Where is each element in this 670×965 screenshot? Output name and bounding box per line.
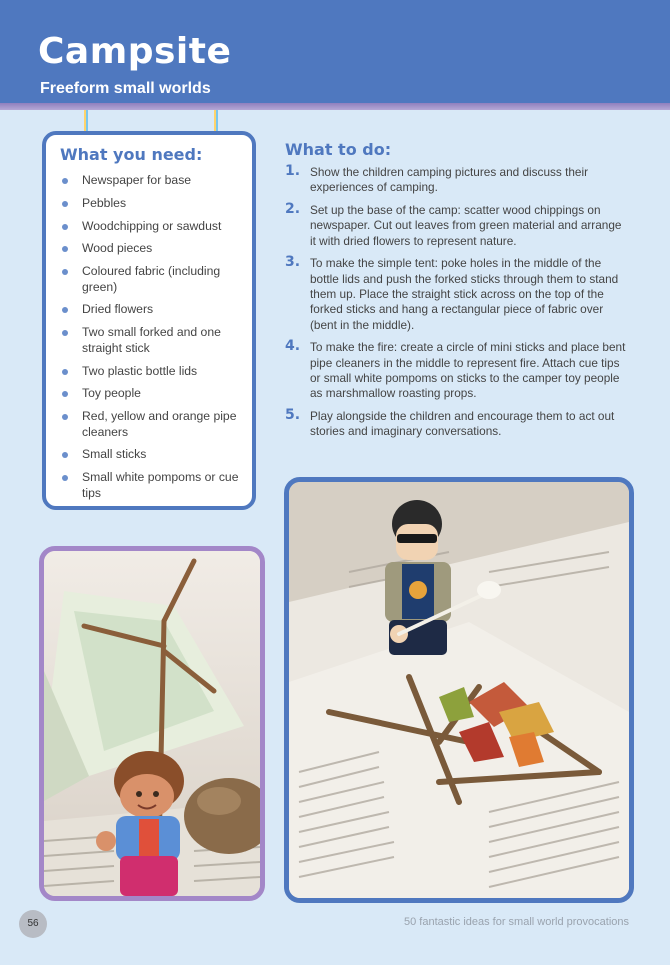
step-item — [285, 203, 630, 249]
page-subtitle: Freeform small worlds — [40, 80, 211, 97]
campfire-photo-illustration — [289, 482, 629, 898]
list-item-text: Red, yellow and orange pipe cleaners — [82, 409, 237, 439]
step-item — [285, 340, 630, 401]
step-number: 2. — [285, 201, 301, 218]
list-item — [60, 241, 250, 257]
bullet-icon — [62, 452, 68, 458]
step-text: Play alongside the children and encourage them to act out stories and imaginary conversations. — [310, 409, 615, 439]
bullet-icon — [62, 178, 68, 184]
list-item — [60, 386, 250, 402]
what-to-do-heading: What to do: — [285, 140, 392, 159]
step-number: 1. — [285, 163, 301, 179]
list-item-text: Small white pompoms or cue tips — [82, 470, 239, 500]
bullet-icon — [62, 307, 68, 313]
list-item — [60, 447, 250, 463]
list-item-text: Coloured fabric (including green) — [82, 264, 221, 294]
page-number: 56 — [19, 910, 47, 938]
step-number: 5. — [285, 407, 301, 424]
list-item-text: Two small forked and one straight stick — [82, 325, 221, 355]
book-title-footer: 50 fantastic ideas for small world provocations — [404, 916, 629, 928]
bullet-icon — [62, 330, 68, 336]
page-title: Campsite — [38, 31, 232, 72]
campfire-photo — [284, 477, 634, 903]
step-item — [285, 165, 630, 196]
list-item — [60, 219, 250, 235]
list-item — [60, 264, 250, 295]
list-item — [60, 302, 250, 318]
list-item — [60, 364, 250, 380]
tent-photo-illustration — [44, 551, 260, 896]
list-item — [60, 173, 250, 189]
list-item — [60, 409, 250, 440]
step-text: To make the fire: create a circle of mini sticks and place bent pipe cleaners in the middle to represent fire. Attach cue tips or small white pompoms on sticks to the camper toy people as marshmallow roasting props. — [310, 340, 626, 401]
list-item-text: Newspaper for base — [82, 173, 192, 187]
bullet-icon — [62, 369, 68, 375]
list-item-text: Wood pieces — [82, 241, 153, 256]
list-item — [60, 196, 250, 212]
header-divider-strip — [0, 103, 670, 110]
list-item — [60, 470, 250, 501]
step-item — [285, 409, 630, 440]
step-text: Set up the base of the camp: scatter wood chippings on newspaper. Cut out leaves from green material and arrange it with dried flowers to represent nature. — [310, 203, 622, 248]
step-item — [285, 256, 630, 332]
bullet-icon — [62, 269, 68, 275]
step-text: To make the simple tent: poke holes in the middle of the bottle lids and push the forked sticks through them to stand them up. Place the straight stick across on the top of the forked sticks and hang a rectangular piece of fabric over (bent in the middle). — [310, 256, 619, 332]
step-number: 3. — [285, 254, 301, 271]
list-item-text: Pebbles — [82, 195, 127, 210]
list-item-text: Two plastic bottle lids — [82, 363, 198, 378]
header-banner — [0, 0, 670, 106]
list-item — [60, 325, 250, 356]
list-item-text: Small sticks — [82, 447, 147, 462]
instruction-steps — [285, 165, 630, 447]
list-item-text: Dried flowers — [82, 302, 154, 317]
what-you-need-box — [42, 131, 256, 510]
bullet-icon — [62, 201, 68, 207]
list-item-text: Woodchipping or sawdust — [82, 218, 222, 233]
step-text: Show the children camping pictures and discuss their experiences of camping. — [310, 165, 589, 195]
bullet-icon — [62, 414, 68, 420]
bullet-icon — [62, 224, 68, 230]
bullet-icon — [62, 246, 68, 252]
materials-list — [60, 173, 250, 509]
bullet-icon — [62, 391, 68, 397]
bullet-icon — [62, 475, 68, 481]
what-you-need-heading: What you need: — [60, 145, 203, 164]
tent-photo — [39, 546, 265, 901]
list-item-text: Toy people — [82, 386, 141, 401]
step-number: 4. — [285, 338, 301, 355]
